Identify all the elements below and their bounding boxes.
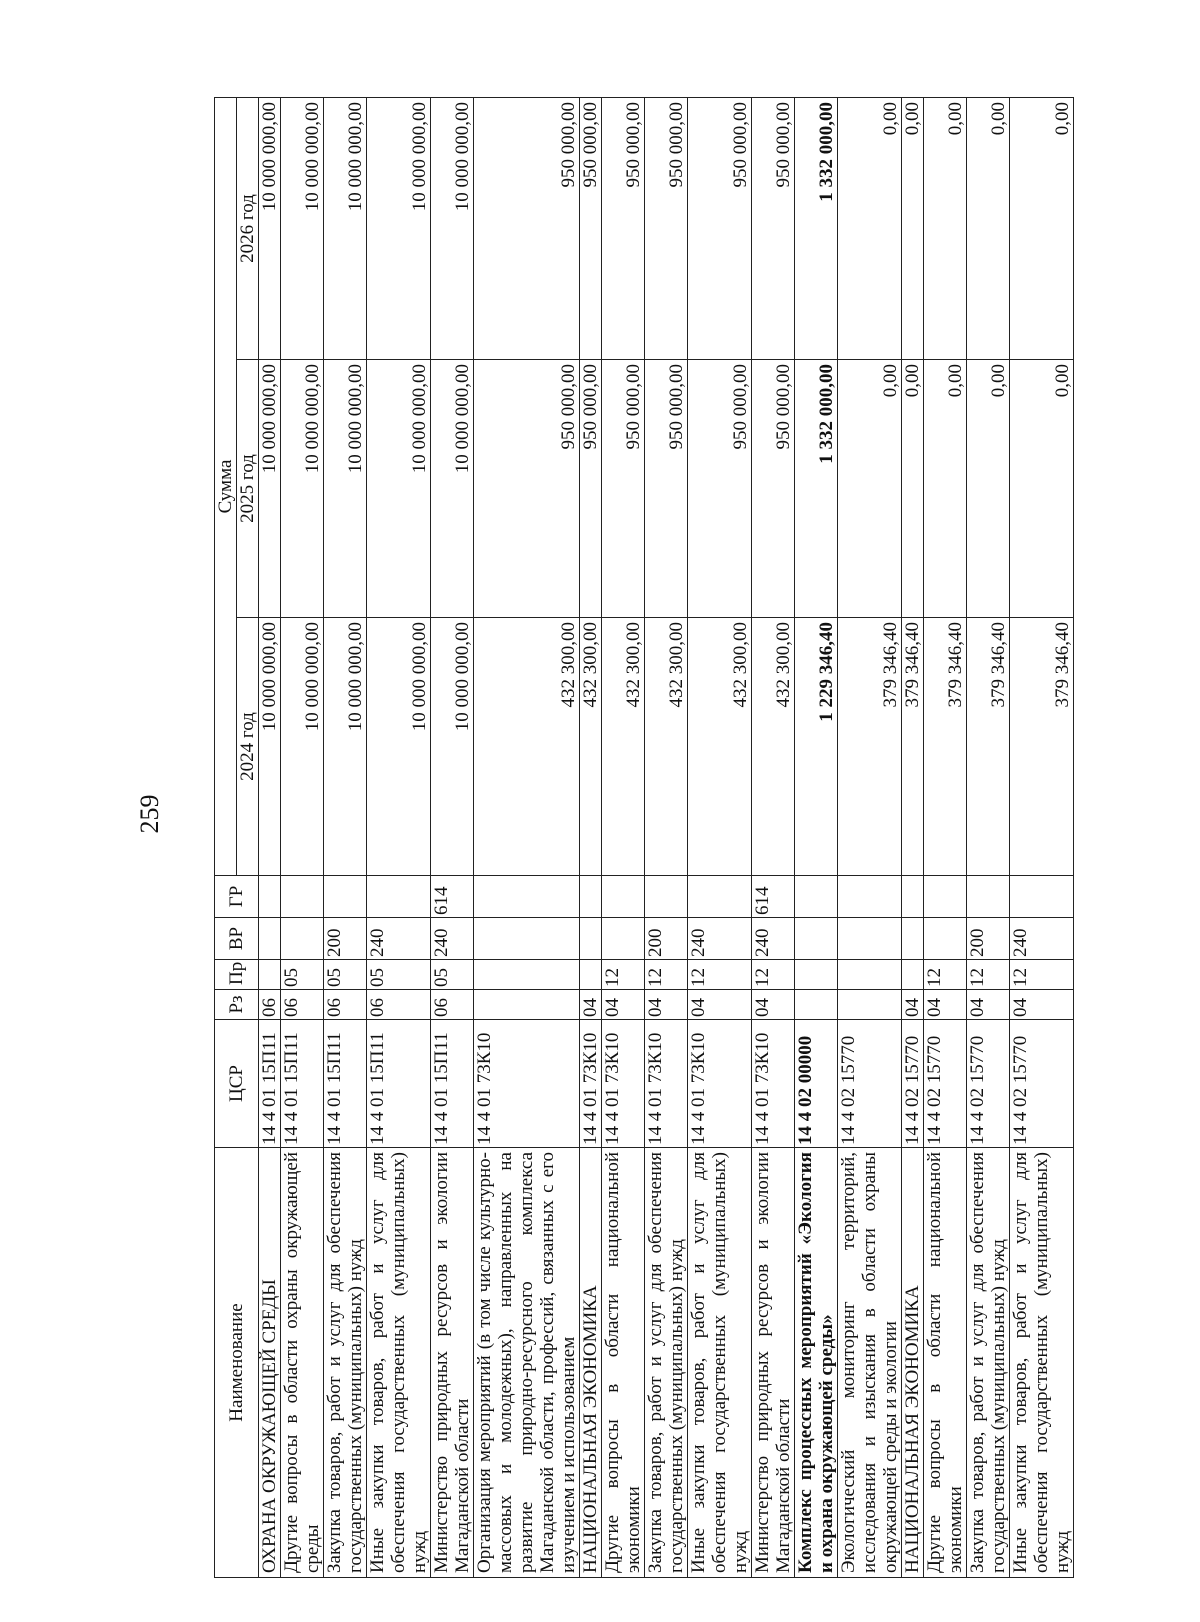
cell-pr: 05 xyxy=(281,960,324,990)
cell-2025: 950 000,00 xyxy=(688,360,752,618)
cell-rz: 06 xyxy=(367,990,431,1020)
cell-pr: 05 xyxy=(324,960,367,990)
cell-2026: 950 000,00 xyxy=(645,98,688,360)
cell-rz: 04 xyxy=(902,990,924,1020)
cell-name: Комплекс процессных мероприятий «Экология и охрана окружающей среды» xyxy=(795,1148,838,1578)
header-rz: Рз xyxy=(215,990,259,1020)
cell-2025: 0,00 xyxy=(1010,360,1074,618)
cell-name: ОХРАНА ОКРУЖАЮЩЕЙ СРЕДЫ xyxy=(259,1148,281,1578)
cell-2026: 10 000 000,00 xyxy=(431,98,474,360)
cell-pr xyxy=(259,960,281,990)
cell-rz: 06 xyxy=(259,990,281,1020)
cell-vr: 240 xyxy=(1010,918,1074,960)
cell-gr xyxy=(324,876,367,918)
table-row xyxy=(259,98,281,1578)
cell-vr: 200 xyxy=(324,918,367,960)
cell-2024: 10 000 000,00 xyxy=(259,618,281,876)
cell-csr: 14 4 02 15770 xyxy=(924,1020,967,1148)
cell-gr xyxy=(281,876,324,918)
cell-vr: 240 xyxy=(752,918,795,960)
cell-pr xyxy=(580,960,602,990)
cell-2024: 379 346,40 xyxy=(902,618,924,876)
cell-csr: 14 4 01 15П11 xyxy=(367,1020,431,1148)
table-row xyxy=(602,98,645,1578)
cell-2025: 10 000 000,00 xyxy=(281,360,324,618)
cell-csr: 14 4 01 73К10 xyxy=(474,1020,580,1148)
cell-gr xyxy=(1010,876,1074,918)
cell-csr: 14 4 01 73К10 xyxy=(602,1020,645,1148)
cell-rz: 06 xyxy=(324,990,367,1020)
cell-2026: 0,00 xyxy=(967,98,1010,360)
cell-rz: 04 xyxy=(688,990,752,1020)
cell-2026: 10 000 000,00 xyxy=(324,98,367,360)
table-row xyxy=(752,98,795,1578)
cell-vr xyxy=(580,918,602,960)
cell-name: Иные закупки товаров, работ и услуг для обеспечения государственных (муниципальных) нужд xyxy=(688,1148,752,1578)
budget-table xyxy=(214,97,1074,1578)
table-row xyxy=(324,98,367,1578)
cell-vr: 200 xyxy=(645,918,688,960)
cell-2026: 1 332 000,00 xyxy=(795,98,838,360)
cell-2026: 950 000,00 xyxy=(602,98,645,360)
cell-vr: 240 xyxy=(367,918,431,960)
cell-rz xyxy=(795,990,838,1020)
cell-rz: 04 xyxy=(924,990,967,1020)
cell-rz: 04 xyxy=(1010,990,1074,1020)
table-row xyxy=(902,98,924,1578)
cell-2024: 1 229 346,40 xyxy=(795,618,838,876)
cell-name: Иные закупки товаров, работ и услуг для обеспечения государственных (муниципальных) нужд xyxy=(367,1148,431,1578)
cell-vr xyxy=(902,918,924,960)
cell-2025: 0,00 xyxy=(967,360,1010,618)
table-row xyxy=(967,98,1010,1578)
cell-2024: 432 300,00 xyxy=(580,618,602,876)
cell-name: Закупка товаров, работ и услуг для обеспечения государственных (муниципальных) нужд xyxy=(967,1148,1010,1578)
cell-pr: 12 xyxy=(967,960,1010,990)
table-row xyxy=(580,98,602,1578)
cell-gr xyxy=(602,876,645,918)
cell-vr: 240 xyxy=(688,918,752,960)
cell-2024: 432 300,00 xyxy=(474,618,580,876)
cell-2025: 0,00 xyxy=(924,360,967,618)
header-pr: Пр xyxy=(215,960,259,990)
cell-gr xyxy=(474,876,580,918)
cell-2026: 0,00 xyxy=(924,98,967,360)
cell-2026: 0,00 xyxy=(902,98,924,360)
cell-2024: 379 346,40 xyxy=(967,618,1010,876)
table-row xyxy=(281,98,324,1578)
cell-2025: 950 000,00 xyxy=(752,360,795,618)
cell-rz xyxy=(474,990,580,1020)
cell-name: Другие вопросы в области охраны окружающей среды xyxy=(281,1148,324,1578)
cell-name: Организация мероприятий (в том числе культурно-массовых и молодежных), направленных на развитие природно-ресурсного комплекса Магаданской области, профессий, связанных с его изучением и использованием xyxy=(474,1148,580,1578)
cell-2025: 1 332 000,00 xyxy=(795,360,838,618)
cell-csr: 14 4 02 00000 xyxy=(795,1020,838,1148)
cell-rz: 04 xyxy=(580,990,602,1020)
cell-name: Другие вопросы в области национальной экономики xyxy=(602,1148,645,1578)
cell-pr: 12 xyxy=(602,960,645,990)
cell-2026: 0,00 xyxy=(838,98,902,360)
cell-2024: 10 000 000,00 xyxy=(324,618,367,876)
cell-2026: 950 000,00 xyxy=(474,98,580,360)
cell-rz: 04 xyxy=(752,990,795,1020)
cell-pr: 12 xyxy=(924,960,967,990)
cell-gr xyxy=(259,876,281,918)
header-vr: ВР xyxy=(215,918,259,960)
cell-rz: 04 xyxy=(645,990,688,1020)
cell-csr: 14 4 01 15П11 xyxy=(281,1020,324,1148)
header-csr: ЦСР xyxy=(215,1020,259,1148)
cell-pr xyxy=(838,960,902,990)
cell-pr: 12 xyxy=(688,960,752,990)
cell-vr xyxy=(924,918,967,960)
cell-rz xyxy=(838,990,902,1020)
cell-csr: 14 4 02 15770 xyxy=(838,1020,902,1148)
cell-pr: 12 xyxy=(752,960,795,990)
cell-vr xyxy=(281,918,324,960)
header-2026: 2026 год xyxy=(237,98,259,360)
cell-csr: 14 4 01 15П11 xyxy=(259,1020,281,1148)
cell-2025: 950 000,00 xyxy=(645,360,688,618)
cell-2024: 432 300,00 xyxy=(688,618,752,876)
cell-name: Министерство природных ресурсов и экологии Магаданской области xyxy=(431,1148,474,1578)
cell-2024: 379 346,40 xyxy=(924,618,967,876)
cell-2026: 950 000,00 xyxy=(752,98,795,360)
cell-csr: 14 4 01 73К10 xyxy=(752,1020,795,1148)
cell-rz: 06 xyxy=(281,990,324,1020)
cell-csr: 14 4 01 73К10 xyxy=(580,1020,602,1148)
cell-2025: 10 000 000,00 xyxy=(324,360,367,618)
header-sum: Сумма xyxy=(215,98,237,876)
cell-name: НАЦИОНАЛЬНАЯ ЭКОНОМИКА xyxy=(580,1148,602,1578)
cell-2026: 950 000,00 xyxy=(580,98,602,360)
cell-rz: 06 xyxy=(431,990,474,1020)
cell-vr xyxy=(602,918,645,960)
cell-2025: 10 000 000,00 xyxy=(367,360,431,618)
header-2024: 2024 год xyxy=(237,618,259,876)
cell-2026: 950 000,00 xyxy=(688,98,752,360)
page-number: 259 xyxy=(135,794,164,834)
cell-vr xyxy=(259,918,281,960)
cell-csr: 14 4 01 15П11 xyxy=(324,1020,367,1148)
table-body xyxy=(259,98,1074,1578)
cell-gr xyxy=(795,876,838,918)
cell-gr xyxy=(924,876,967,918)
cell-2026: 10 000 000,00 xyxy=(281,98,324,360)
cell-vr xyxy=(795,918,838,960)
cell-name: НАЦИОНАЛЬНАЯ ЭКОНОМИКА xyxy=(902,1148,924,1578)
cell-pr: 12 xyxy=(1010,960,1074,990)
cell-pr xyxy=(795,960,838,990)
table-row xyxy=(645,98,688,1578)
cell-2025: 10 000 000,00 xyxy=(259,360,281,618)
cell-pr: 05 xyxy=(367,960,431,990)
cell-pr xyxy=(474,960,580,990)
header-gr: ГР xyxy=(215,876,259,918)
cell-gr xyxy=(688,876,752,918)
cell-pr: 12 xyxy=(645,960,688,990)
cell-2024: 432 300,00 xyxy=(602,618,645,876)
cell-gr xyxy=(902,876,924,918)
cell-2024: 432 300,00 xyxy=(645,618,688,876)
cell-name: Министерство природных ресурсов и экологии Магаданской области xyxy=(752,1148,795,1578)
table-row xyxy=(431,98,474,1578)
cell-csr: 14 4 01 15П11 xyxy=(431,1020,474,1148)
header-2025: 2025 год xyxy=(237,360,259,618)
cell-2025: 950 000,00 xyxy=(602,360,645,618)
cell-2024: 379 346,40 xyxy=(838,618,902,876)
cell-csr: 14 4 01 73К10 xyxy=(688,1020,752,1148)
cell-name: Закупка товаров, работ и услуг для обеспечения государственных (муниципальных) нужд xyxy=(324,1148,367,1578)
cell-name: Закупка товаров, работ и услуг для обеспечения государственных (муниципальных) нужд xyxy=(645,1148,688,1578)
cell-2025: 950 000,00 xyxy=(580,360,602,618)
cell-rz: 04 xyxy=(602,990,645,1020)
table-row xyxy=(795,98,838,1578)
table-row xyxy=(367,98,431,1578)
cell-csr: 14 4 02 15770 xyxy=(1010,1020,1074,1148)
cell-gr xyxy=(645,876,688,918)
cell-2024: 10 000 000,00 xyxy=(281,618,324,876)
cell-gr xyxy=(580,876,602,918)
rotated-table-wrapper xyxy=(214,98,1073,1578)
table-row xyxy=(924,98,967,1578)
cell-vr xyxy=(838,918,902,960)
cell-csr: 14 4 02 15770 xyxy=(902,1020,924,1148)
cell-vr: 240 xyxy=(431,918,474,960)
cell-vr: 200 xyxy=(967,918,1010,960)
cell-2024: 10 000 000,00 xyxy=(367,618,431,876)
cell-name: Иные закупки товаров, работ и услуг для обеспечения государственных (муниципальных) нужд xyxy=(1010,1148,1074,1578)
cell-pr: 05 xyxy=(431,960,474,990)
cell-2024: 379 346,40 xyxy=(1010,618,1074,876)
cell-name: Другие вопросы в области национальной экономики xyxy=(924,1148,967,1578)
cell-rz: 04 xyxy=(967,990,1010,1020)
cell-name: Экологический мониторинг территорий, исследования и изыскания в области охраны окружающей среды и экологии xyxy=(838,1148,902,1578)
table-row xyxy=(688,98,752,1578)
cell-2025: 950 000,00 xyxy=(474,360,580,618)
cell-gr: 614 xyxy=(431,876,474,918)
cell-csr: 14 4 01 73К10 xyxy=(645,1020,688,1148)
cell-2024: 10 000 000,00 xyxy=(431,618,474,876)
cell-2026: 0,00 xyxy=(1010,98,1074,360)
cell-csr: 14 4 02 15770 xyxy=(967,1020,1010,1148)
cell-2024: 432 300,00 xyxy=(752,618,795,876)
cell-pr xyxy=(902,960,924,990)
cell-2025: 0,00 xyxy=(902,360,924,618)
cell-2026: 10 000 000,00 xyxy=(367,98,431,360)
cell-2025: 0,00 xyxy=(838,360,902,618)
cell-2026: 10 000 000,00 xyxy=(259,98,281,360)
cell-gr: 614 xyxy=(752,876,795,918)
cell-gr xyxy=(367,876,431,918)
table-row xyxy=(1010,98,1074,1578)
cell-gr xyxy=(967,876,1010,918)
header-name: Наименование xyxy=(215,1148,259,1578)
cell-gr xyxy=(838,876,902,918)
cell-vr xyxy=(474,918,580,960)
table-row xyxy=(838,98,902,1578)
table-row xyxy=(474,98,580,1578)
cell-2025: 10 000 000,00 xyxy=(431,360,474,618)
